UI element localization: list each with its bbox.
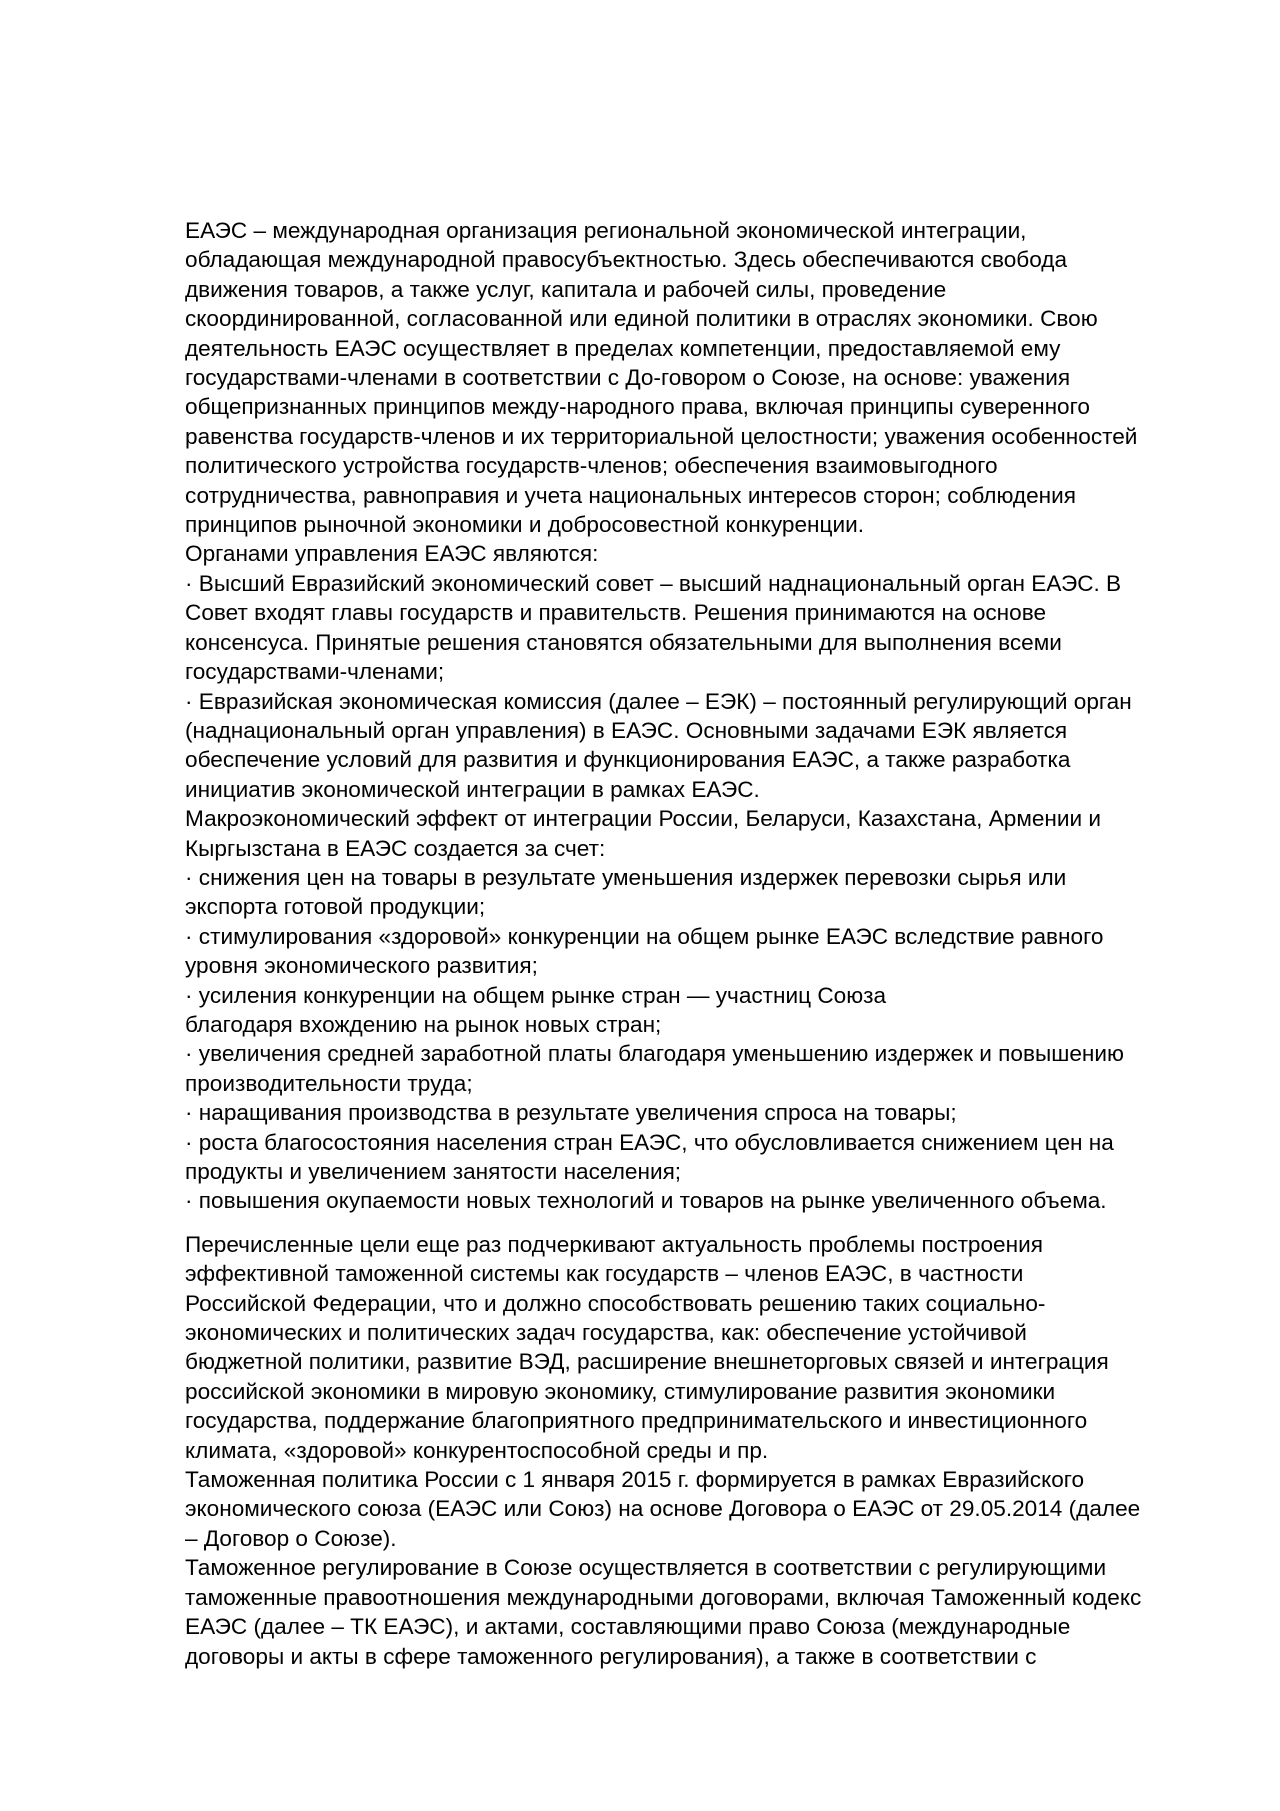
text-line: · увеличения средней заработной платы благодаря уменьшению издержек и повышению (185, 1041, 1124, 1067)
text-line: обеспечение условий для развития и функционирования ЕАЭС, а также разработка (185, 747, 1071, 773)
text-line: российской экономики в мировую экономику, стимулирование развития экономики (185, 1378, 1056, 1404)
text-line: экономического союза (ЕАЭС или Союз) на основе Договора о ЕАЭС от 29.05.2014 (далее (185, 1496, 1141, 1522)
text-line: консенсуса. Принятые решения становятся обязательными для выполнения всеми (185, 629, 1062, 655)
text-line: скоординированной, согласованной или единой политики в отраслях экономики. Свою (185, 306, 1098, 332)
paragraph-gap (185, 1216, 1205, 1230)
text-line: Органами управления ЕАЭС являются: (185, 541, 599, 567)
text-line: · наращивания производства в результате увеличения спроса на товары; (185, 1100, 957, 1126)
text-line: · усиления конкуренции на общем рынке стран — участниц Союза (185, 982, 887, 1008)
text-line: Таможенное регулирование в Союзе осуществляется в соответствии с регулирующими (185, 1555, 1107, 1581)
text-line: таможенные правоотношения международными договорами, включая Таможенный кодекс (185, 1584, 1142, 1610)
text-line: климата, «здоровой» конкурентоспособной среды и пр. (185, 1437, 769, 1463)
text-line: – Договор о Союзе). (185, 1525, 397, 1551)
text-block-2 (185, 1230, 1205, 1671)
text-line: Перечисленные цели еще раз подчеркивают актуальность проблемы построения (185, 1231, 1043, 1257)
text-line: · стимулирования «здоровой» конкуренции на общем рынке ЕАЭС вследствие равного (185, 923, 1104, 949)
text-line: ЕАЭС – международная организация региональной экономической интеграции, (185, 218, 1027, 243)
text-line: (наднациональный орган управления) в ЕАЭС. Основными задачами ЕЭК является (185, 717, 1068, 743)
text-line: · снижения цен на товары в результате уменьшения издержек перевозки сырья или (185, 864, 1067, 890)
text-line: движения товаров, а также услуг, капитала и рабочей силы, проведение (185, 276, 947, 302)
text-line: ЕАЭС (далее – ТК ЕАЭС), и актами, составляющими право Союза (международные (185, 1614, 1071, 1640)
text-line: продукты и увеличением занятости населения; (185, 1159, 682, 1184)
text-line: договоры и акты в сфере таможенного регулирования), а также в соответствии с (185, 1643, 1037, 1669)
text-line: инициатив экономической интеграции в рамках ЕАЭС. (185, 776, 760, 802)
text-line: · Евразийская экономическая комиссия (далее – ЕЭК) – постоянный регулирующий орган (185, 688, 1132, 714)
text-block-1 (185, 216, 1205, 1216)
text-line: · роста благосостояния населения стран ЕАЭС, что обусловливается снижением цен на (185, 1129, 1114, 1155)
text-line: государствами-членами в соответствии с До-говором о Союзе, на основе: уважения (185, 365, 1071, 391)
text-line: политического устройства государств-членов; обеспечения взаимовыгодного (185, 453, 998, 479)
text-line: экспорта готовой продукции; (185, 894, 486, 920)
text-line: эффективной таможенной системы как государств – членов ЕАЭС, в частности (185, 1261, 1024, 1287)
text-line: принципов рыночной экономики и добросовестной конкуренции. (185, 512, 864, 538)
text-line: · Высший Евразийский экономический совет – высший наднациональный орган ЕАЭС. В (185, 570, 1122, 596)
text-line: Таможенная политика России с 1 января 2015 г. формируется в рамках Евразийского (185, 1467, 1085, 1493)
text-line: Совет входят главы государств и правительств. Решения принимаются на основе (185, 600, 1047, 626)
text-line: общепризнанных принципов между-народного права, включая принципы суверенного (185, 394, 1090, 420)
text-line: сотрудничества, равноправия и учета национальных интересов сторон; соблюдения (185, 482, 1076, 508)
text-line: равенства государств-членов и их территориальной целостности; уважения особенностей (185, 423, 1138, 449)
text-line: уровня экономического развития; (185, 953, 538, 979)
text-line: бюджетной политики, развитие ВЭД, расширение внешнеторговых связей и интеграция (185, 1349, 1109, 1375)
text-line: Кыргызстана в ЕАЭС создается за счет: (185, 835, 606, 861)
text-line: Макроэкономический эффект от интеграции России, Беларуси, Казахстана, Армении и (185, 806, 1102, 832)
text-line: Российской Федерации, что и должно способствовать решению таких социально- (185, 1290, 1046, 1316)
text-line: обладающая международной правосубъектностью. Здесь обеспечиваются свобода (185, 247, 1068, 273)
text-line: экономических и политических задач государства, как: обеспечение устойчивой (185, 1320, 1027, 1346)
text-line: · повышения окупаемости новых технологий и товаров на рынке увеличенного объема. (185, 1188, 1107, 1214)
text-line: благодаря вхождению на рынок новых стран; (185, 1011, 662, 1037)
text-line: производительности труда; (185, 1070, 473, 1096)
document-body (185, 216, 1205, 1671)
text-line: государства, поддержание благоприятного предпринимательского и инвестиционного (185, 1408, 1088, 1434)
text-line: деятельность ЕАЭС осуществляет в пределах компетенции, предоставляемой ему (185, 335, 1061, 361)
text-line: государствами-членами; (185, 659, 445, 685)
